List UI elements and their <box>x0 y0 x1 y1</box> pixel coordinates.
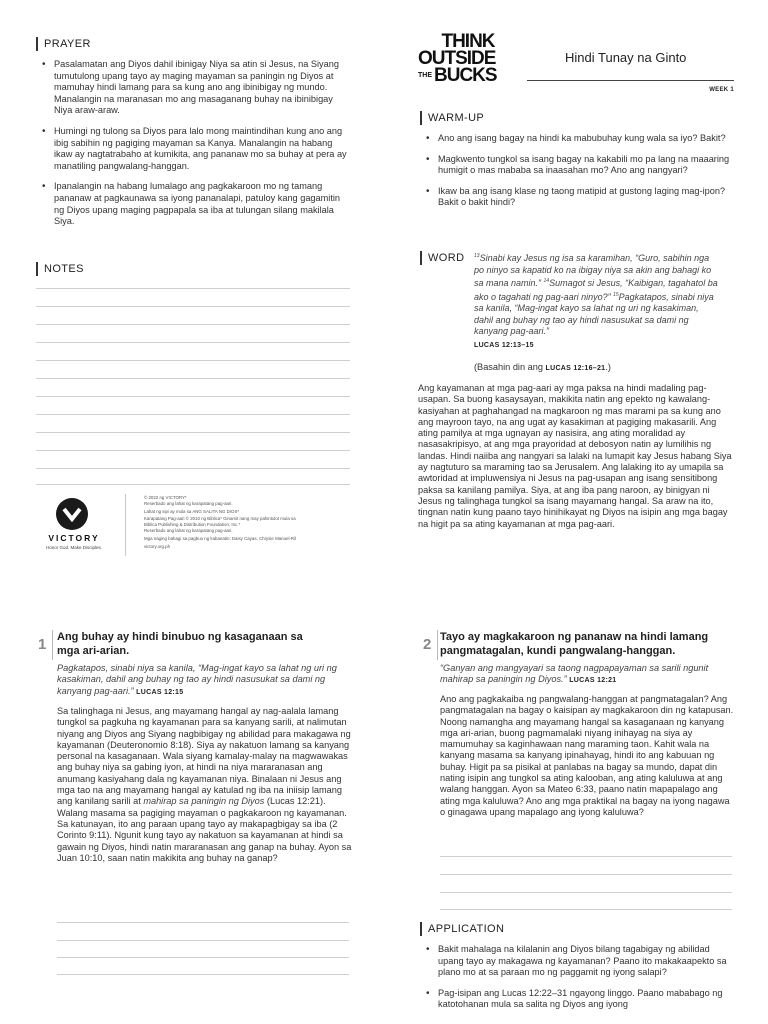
point-body-text: (Lucas 12:21). Walang masama sa pagiging mayaman o pagkakaroon ng kayamanan. Sa katunayan, ito ang paraan upang tayo ay makapagbigay sa iba (2 Corinto 9:11). Ngunit kung tayo ay nakatuon sa kayamanan at hindi sa gawain ng Diyos, hindi natin mararanasan ang ganap na buhay. Ayon sa Juan 10:10, saan natin makikita ang buhay na ganap? <box>57 796 352 863</box>
copyright-line: Reserbado ang lahat ng karapatang pag-aari. <box>144 528 233 534</box>
note-line <box>36 342 350 343</box>
point-title: Ang buhay ay hindi binubuo ng kasaganaan sa mga ari-arian. <box>57 631 303 657</box>
logo-the: THE <box>418 72 432 80</box>
list-item: • Magkwento tungkol sa isang bagay na kakabili mo pa lang na maaaring humigit o mas mababa sa inaasahan mo? Ano ang nangyari? <box>424 154 736 177</box>
logo-line: THINK <box>441 31 495 52</box>
copyright-line: victory.org.ph <box>144 544 171 550</box>
point-verse <box>440 663 735 687</box>
copyright-line: © 2022 ng VICTORY* <box>144 495 187 500</box>
note-line <box>36 360 350 361</box>
point-verse-text: Pagkatapos, sinabi niya sa kanila, “Mag-ingat kayo sa lahat ng uri ng kasakiman, dahil ang buhay ng tao ay hindi nasusukat sa dami ng kanyang pag-aari.” <box>57 663 337 696</box>
copyright-line: Reserbado ang lahat ng karapatang pag-aari. <box>144 501 233 507</box>
verse-text: Sinabi kay Jesus ng isa sa karamihan, “Guro, sabihin nga po ninyo sa kapatid ko na ibigay niya sa akin ang bahagi ko sa mana namin.” <box>474 253 712 288</box>
note-line <box>36 450 350 451</box>
answer-line <box>57 922 349 923</box>
answer-line <box>440 909 732 910</box>
copyright-block <box>144 495 344 551</box>
verse-number: 13 <box>474 253 480 259</box>
note-line <box>36 432 350 433</box>
word-body: Ang kayamanan at mga pag-aari ay mga paksa na hindi madaling pag-usapan. Sa buong kasaysayan, makikita natin ang epekto ng kawalang-kasiyahan at paghahangad na magkaroon ng mas marami pa sa kung ano ang mayroon tayo, na ang ugat ay kasakiman at pagiging makasarili. Ang ating pamilya at mga ugnayan ay nasisira, ang ating moralidad ay nasasakripisyo, at ang mga prayoridad at debosyon natin ay lumilihis ng landas. Hindi naiiba ang nangyari sa lalaki na lumapit kay Jesus habang Siya ay nagtuturo sa maraming tao sa Jerusalem. Ang lalaking ito ay umapila sa awtoridad at impluwensiya ni Jesus na pag-usapan ang isang sensitibong paksa sa kanilang pamilya. Siya, at ang iba pang naroon, ay binigyan ni Jesus ng talinghaga tungkol sa isang mayamang hangal. Sa araw na ito, tingnan natin kung paano tayo hinihikayat ng Diyos na isipin ang mga bagay na higit pa sa ating kayamanan at mga pag-aari. <box>418 383 732 529</box>
word-verse-ref: LUCAS 12:13–15 <box>474 342 534 349</box>
victory-logo <box>34 497 114 557</box>
logo-line <box>418 67 518 84</box>
note-line <box>36 306 350 307</box>
note-line <box>36 396 350 397</box>
warmup-list <box>424 133 736 218</box>
answer-line <box>440 856 732 857</box>
copyright-line: Biblica Publishing & Distribution Foundation, Inc.* <box>144 521 241 527</box>
note-line <box>36 378 350 379</box>
note-line <box>36 324 350 325</box>
point-body-emphasis: mahirap sa paningin ng Diyos <box>143 796 265 807</box>
copyright-line: Mga naging bahagi sa pagbuo ng kabanatin: Daisy Cayas, Chrysie Manuel-Ril <box>144 536 297 542</box>
answer-line <box>440 874 732 875</box>
list-item: • Ikaw ba ang isang klase ng taong matipid at gustong laging mag-ipon? Bakit o bakit hindi? <box>424 186 736 209</box>
verse-number: 15 <box>613 291 619 298</box>
answer-line <box>57 940 349 941</box>
answer-line <box>440 892 732 893</box>
week-label: WEEK 1 <box>709 87 734 93</box>
note-line <box>36 414 350 415</box>
copyright-line: Karapatang Pag-aari © 2010 ng Biblica* Ginamit nang may pahintulot mula sa <box>144 515 296 521</box>
application-list <box>424 944 736 1020</box>
read-also-ref: LUCAS 12:16–21 <box>545 365 606 372</box>
application-heading: APPLICATION <box>420 922 504 936</box>
point-verse <box>57 663 352 698</box>
word-scripture <box>474 251 719 338</box>
victory-wordmark: VICTORY <box>48 533 100 543</box>
verse-number: 14 <box>543 278 550 284</box>
point-verse-text: “Ganyan ang mangyayari sa taong nagpapayaman sa sarili ngunit mahirap sa paningin ng Diyos.” <box>440 663 709 685</box>
note-line <box>36 288 350 289</box>
point-divider <box>437 630 438 660</box>
list-item: • Bakit mahalaga na kilalanin ang Diyos bilang tagabigay ng abilidad upang tayo ay makagawa ng kayamanan? Paano ito makakaapekto sa plano mo at sa paraan mo ng paggamit ng iyong salapi? <box>424 944 736 979</box>
point-divider <box>52 630 53 660</box>
copyright-line: Lahat ng sipi ay mula sa ANG SALITA NG DIOS* <box>144 509 240 515</box>
point-body-text: Sa talinghaga ni Jesus, ang mayamang hangal ay nag-aalala lamang tungkol sa pagkuha ng kayamanan para sa kanyang sarili, at nalimutan niyang ang Diyos ang Siyang nagbibigay ng abilidad para makagawa ng kayamanan (Deuteronomio 8:18). Siya ay nakatuon lamang sa kanyang personal na kasaganaan. Wala siyang kamalay-malay na magwawakas ang buhay niya sa gabing iyon, at hindi na niya mararanasan ang anumang kasiyahang dala ng kayamanan niya. Binalaan ni Jesus ang mga tao na ang mayamang hangal ay katulad ng iba na iniisip lamang ang kanilang sarili at <box>57 706 351 807</box>
word-heading: WORD <box>420 251 464 265</box>
list-item: • Pag-isipan ang Lucas 12:22–31 ngayong linggo. Paano mababago ng katotohanan mula sa salita ng Diyos ang iyong <box>424 988 736 1011</box>
list-item: • Humingi ng tulong sa Diyos para lalo mong maintindihan kung ano ang ibig sabihin ng pagiging mayaman sa Kanya. Manalangin na habang ikaw ay nagtatrabaho at kumikita, ang pananaw mo sa buhay at pera ay manatiling pangwalang-hanggan. <box>40 126 352 172</box>
think-outside-the-bucks-logo <box>418 33 518 84</box>
victory-divider <box>125 494 126 556</box>
list-item: • Ipanalangin na habang lumalago ang pagkakaroon mo ng tamang pananaw at pagkaunawa sa iyong pananalapi, patuloy kang gagamitin ng Diyos upang maging pagpapala sa iba at tulungan silang makilala Siya. <box>40 181 352 227</box>
answer-line <box>57 974 349 975</box>
warmup-heading: WARM-UP <box>420 111 484 125</box>
victory-tagline: Honor God. Make Disciples. <box>45 545 103 550</box>
list-item: • Pasalamatan ang Diyos dahil ibinigay Niya sa atin si Jesus, na Siyang tumutulong upang tayo ay maging mayaman sa paningin ng Diyos at mamuhay hindi lamang para sa kung ano ang ibinibigay ng mundo. Manalangin na maranasan mo ang masaganang buhay na ibinibigay Niya araw-araw. <box>40 59 352 117</box>
read-also-text: (Basahin din ang <box>474 362 546 372</box>
list-item: • Ano ang isang bagay na hindi ka mabubuhay kung wala sa iyo? Bakit? <box>424 133 736 145</box>
prayer-list <box>40 59 352 237</box>
victory-emblem-icon <box>55 497 89 531</box>
point-number: 1 <box>38 636 47 653</box>
page-title: Hindi Tunay na Ginto <box>565 50 687 65</box>
point-verse-ref: LUCAS 12:15 <box>136 688 184 696</box>
prayer-heading: PRAYER <box>36 37 91 51</box>
point-title: Tayo ay magkakaroon ng pananaw na hindi lamang pangmatagalan, kundi pangwalang-hanggan. <box>440 631 709 657</box>
point-body <box>57 706 352 864</box>
note-line <box>36 468 350 469</box>
point-number: 2 <box>423 636 432 653</box>
read-also-text: .) <box>605 362 611 372</box>
point-body: Ano ang pagkakaiba ng pangwalang-hanggan at pangmatagalan? Ang pangmatagalan na bagay o kaisipan ay magkakaroon din ng katapusan. Noong namangha ang mayamang hangal sa kasaganaan ng kanyang mga ari-arian, buong pagmamalaki niyang inihayag na siya ay mamumuhay sa kaginhawaan nang maraming taon. Kahit wala na kanyang masama sa kanyang ipinahayag, hindi ito ang kabuuan ng buhay. Higit pa sa pisikal at panlabas na bagay sa mundo, dapat din nating isipin ang tungkol sa ating kalooban, ang ating kaluluwa at ang walang hanggan. Ayon sa Mateo 6:33, paano natin mapapalago ang ating mga kaluluwa? Ano ang mga praktikal na bagay na iyong nagawa o ginagawa upang mapalago ang iyong kaluluwa? <box>440 694 734 817</box>
point-verse-ref: LUCAS 12:21 <box>569 677 617 685</box>
answer-line <box>57 957 349 958</box>
logo-line: OUTSIDE <box>418 48 496 69</box>
notes-heading: NOTES <box>36 262 84 276</box>
verse-text: Pagkatapos, sinabi niya sa kanila, “Mag-ingat kayo sa lahat ng uri ng kasakiman, dahil ang buhay ng tao ay hindi nasusukat sa dami ng kanyang pag-aari.” <box>474 291 714 336</box>
logo-bucks: BUCKS <box>434 65 497 86</box>
header-rule <box>527 80 734 81</box>
note-line <box>36 484 350 485</box>
verse-text: Sumagot si Jesus, “Kaibigan, tagahatol ba ako o tagahati ng pag-aari ninyo?” <box>474 278 718 302</box>
word-read-also <box>474 362 724 374</box>
